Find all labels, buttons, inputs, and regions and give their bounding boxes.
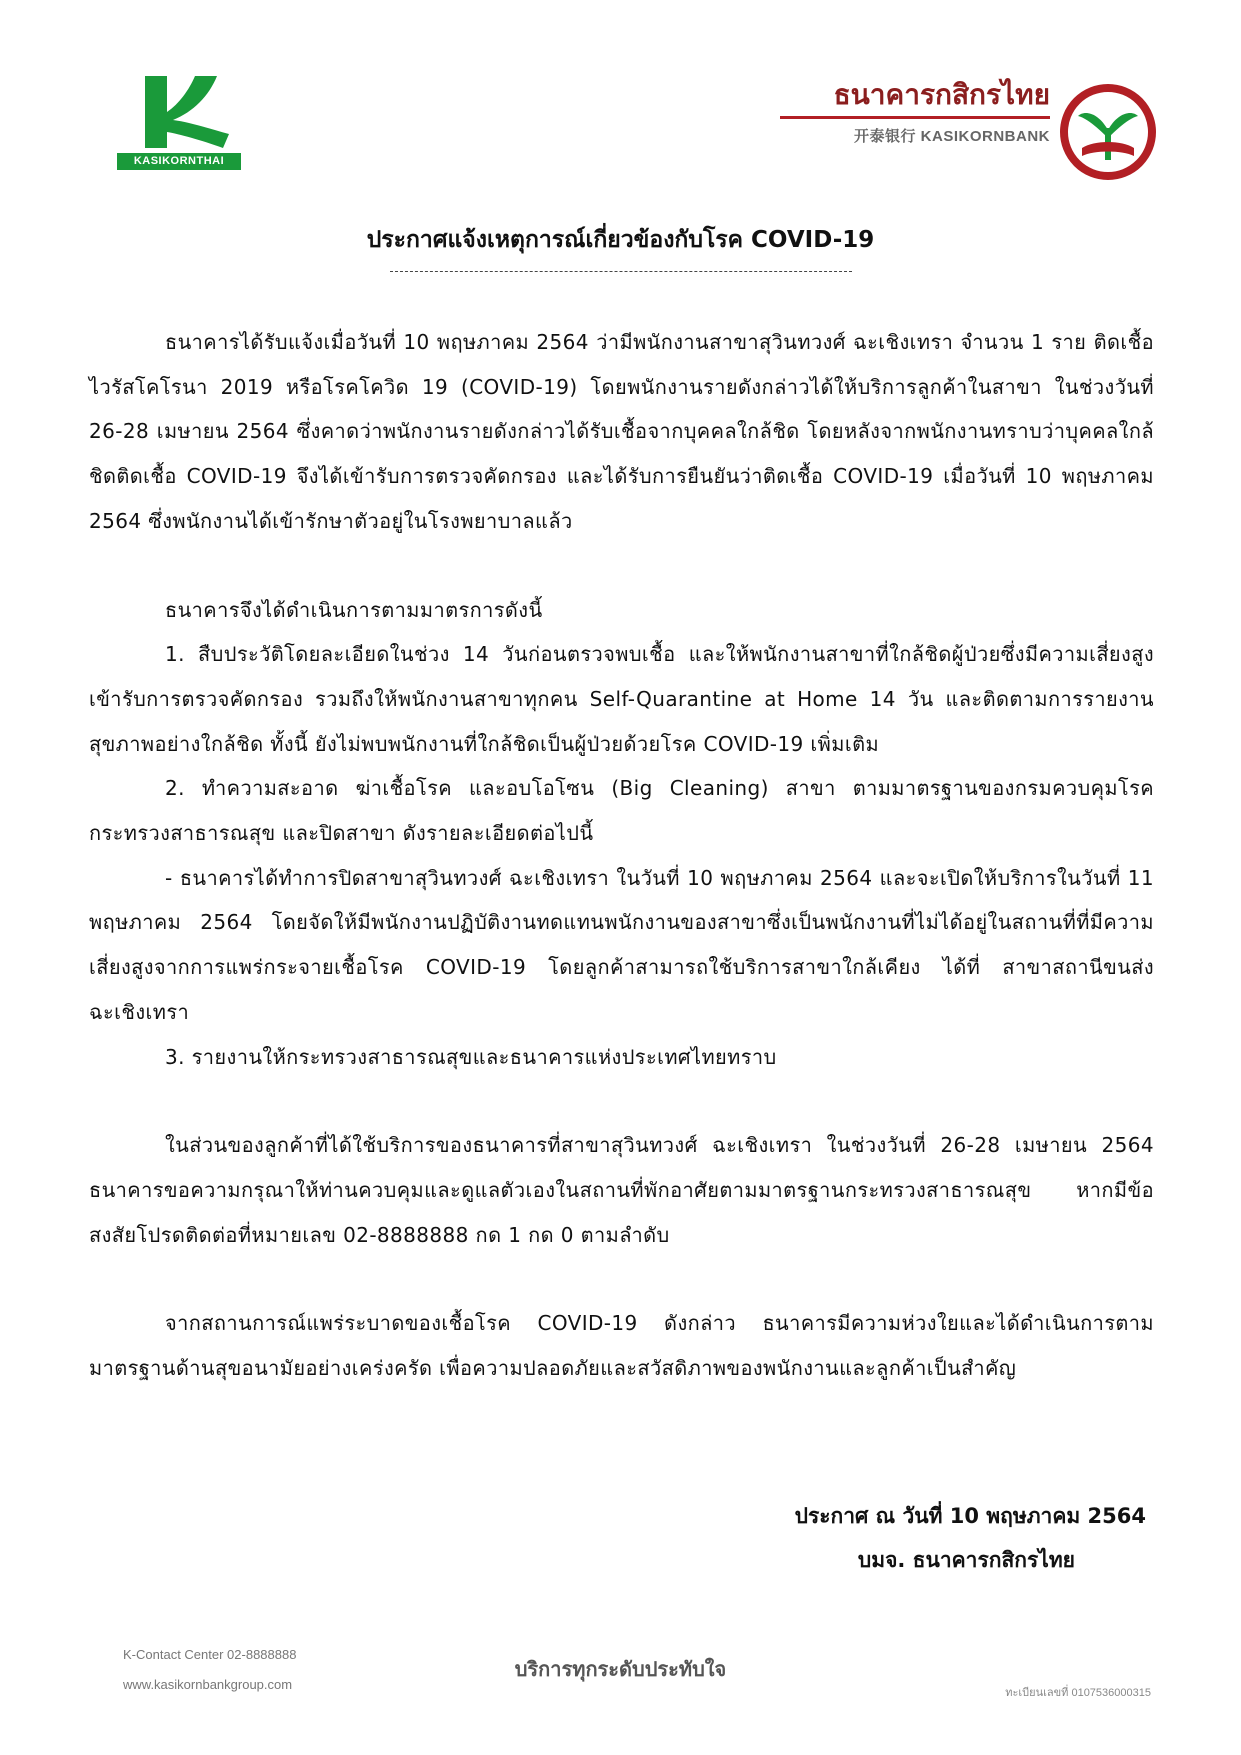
footer-slogan: บริการทุกระดับประทับใจ (514, 1657, 727, 1681)
measure-item-2-sub: - ธนาคารได้ทำการปิดสาขาสุวินทวงศ์ ฉะเชิงเทรา ในวันที่ 10 พฤษภาคม 2564 และจะเปิดให้บริการในวันที่ 11 พฤษภาคม 2564 โดยจัดให้มีพนักงานปฏิบัติงานทดแทนพนักงานของสาขาซึ่งเป็นพนักงานที่ไม่ได้อยู่ในสถานที่ที่มีความเสี่ยงสูงจากการแพร่กระจายเชื้อโรค COVID-19 โดยลูกค้าสามารถใช้บริการสาขาใกล้เคียง ได้ที่ สาขาสถานีขนส่ง ฉะเชิงเทรา (89, 865, 1154, 1024)
signature-date: ประกาศ ณ วันที่ 10 พฤษภาคม 2564 (794, 1504, 1146, 1528)
website-link[interactable]: www.kasikornbankgroup.com (123, 1677, 293, 1692)
bank-name-thai: ธนาคารกสิกรไทย (833, 78, 1050, 111)
announcement-body (89, 320, 1154, 1391)
spacer (89, 1257, 1154, 1301)
title-divider (390, 271, 852, 274)
kasikornthai-logo (117, 72, 247, 172)
kbank-wordmark (780, 78, 1050, 168)
contact-center: K-Contact Center 02-8888888 (123, 1647, 297, 1662)
paragraph-incident: ธนาคารได้รับแจ้งเมื่อวันที่ 10 พฤษภาคม 2564 ว่ามีพนักงานสาขาสุวินทวงศ์ ฉะเชิงเทรา จำนวน 1 ราย ติดเชื้อไวรัสโคโรนา 2019 หรือโรคโควิด 19 (COVID-19) โดยพนักงานรายดังกล่าวได้ให้บริการลูกค้าในสาขา ในช่วงวันที่ 26-28 เมษายน 2564 ซึ่งคาดว่าพนักงานรายดังกล่าวได้รับเชื้อจากบุคคลใกล้ชิด โดยหลังจากพนักงานทราบว่าบุคคลใกล้ชิดติดเชื้อ COVID-19 จึงได้เข้ารับการตรวจคัดกรอง และได้รับการยืนยันว่าติดเชื้อ COVID-19 เมื่อวันที่ 10 พฤษภาคม 2564 ซึ่งพนักงานได้เข้ารักษาตัวอยู่ในโรงพยาบาลแล้ว (89, 330, 1154, 533)
kasikorn-k-icon (117, 72, 247, 150)
paragraph-customers: ในส่วนของลูกค้าที่ได้ใช้บริการของธนาคารที่สาขาสุวินทวงศ์ ฉะเชิงเทรา ในช่วงวันที่ 26-28 เมษายน 2564 ธนาคารขอความกรุณาให้ท่านควบคุมและดูแลตัวเองในสถานที่พักอาศัยตามมาตรฐานกระทรวงสาธารณสุข หากมีข้อสงสัยโปรดติดต่อที่หมายเลข 02-8888888 กด 1 กด 0 ตามลำดับ (89, 1133, 1154, 1247)
wordmark-divider (780, 116, 1050, 119)
measure-item-3: 3. รายงานให้กระทรวงสาธารณสุขและธนาคารแห่งประเทศไทยทราบ (165, 1044, 777, 1069)
bank-name-english: 开泰银行 KASIKORNBANK (853, 128, 1050, 145)
paragraph-closing: จากสถานการณ์แพร่ระบาดของเชื้อโรค COVID-19 ดังกล่าว ธนาคารมีความห่วงใยและได้ดำเนินการตามมาตรฐานด้านสุขอนามัยอย่างเคร่งครัด เพื่อความปลอดภัยและสวัสดิภาพของพนักงานและลูกค้าเป็นสำคัญ (89, 1311, 1154, 1381)
measure-item-2: 2. ทำความสะอาด ฆ่าเชื้อโรค และอบโอโซน (Big Cleaning) สาขา ตามมาตรฐานของกรมควบคุมโรค กระทรวงสาธารณสุข และปิดสาขา ดังรายละเอียดต่อไปนี้ (89, 776, 1154, 846)
kbank-emblem-icon (1058, 82, 1158, 182)
kasikornthai-label: KASIKORNTHAI (117, 153, 241, 170)
spacer (89, 1079, 1154, 1123)
spacer (89, 544, 1154, 588)
signature-organization: บมจ. ธนาคารกสิกรไทย (857, 1548, 1075, 1572)
measure-item-1: 1. สืบประวัติโดยละเอียดในช่วง 14 วันก่อนตรวจพบเชื้อ และให้พนักงานสาขาที่ใกล้ชิดผู้ป่วยซึ่งมีความเสี่ยงสูงเข้ารับการตรวจคัดกรอง รวมถึงให้พนักงานสาขาทุกคน Self-Quarantine at Home 14 วัน และติดตามการรายงานสุขภาพอย่างใกล้ชิด ทั้งนี้ ยังไม่พบพนักงานที่ใกล้ชิดเป็นผู้ป่วยด้วยโรค COVID-19 เพิ่มเติม (89, 642, 1154, 756)
paragraph-measures-intro: ธนาคารจึงได้ดำเนินการตามมาตรการดังนี้ (165, 597, 543, 622)
page-title: ประกาศแจ้งเหตุการณ์เกี่ยวข้องกับโรค COVID-19 (366, 227, 875, 253)
registration-number: ทะเบียนเลขที่ 0107536000315 (1005, 1687, 1151, 1699)
